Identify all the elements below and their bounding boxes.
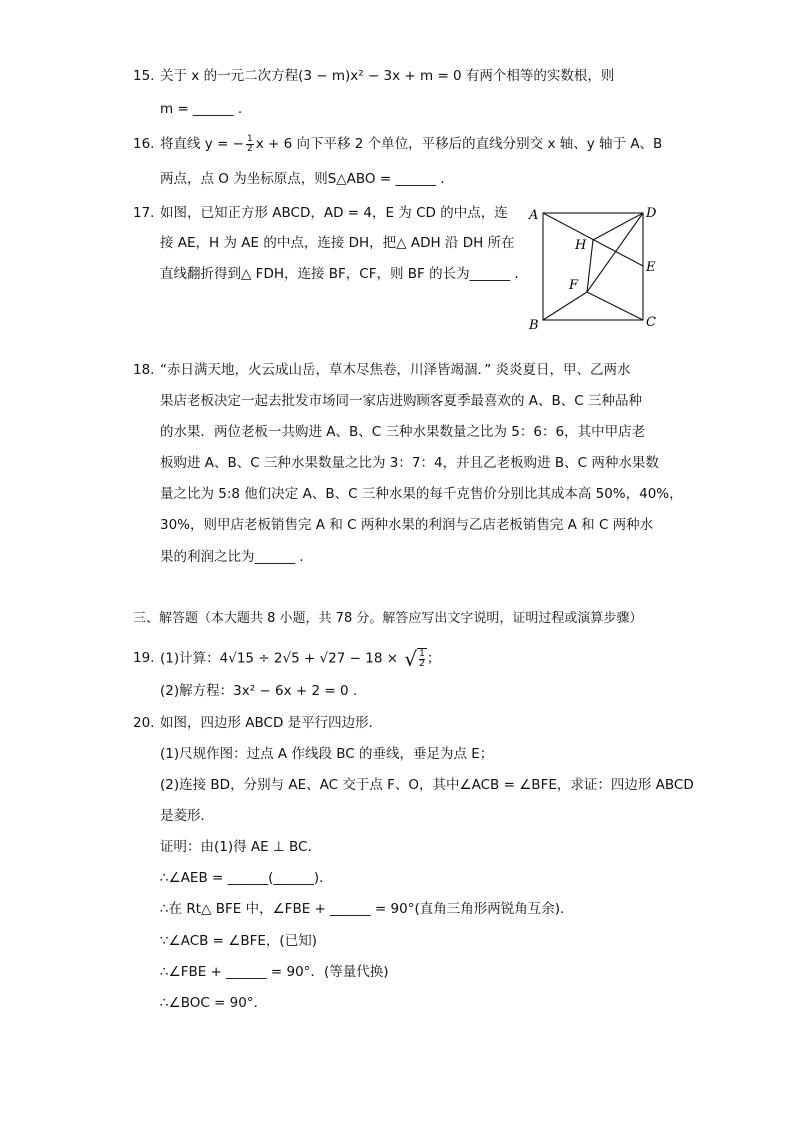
segment-bf (543, 292, 587, 320)
question-text: 果的利润之比为______ . (160, 549, 304, 565)
question-text: 两点，点 O 为坐标原点，则S△ABO = ______ . (160, 171, 445, 187)
text-segment: 将直线 y = − (160, 136, 244, 152)
question-number: 20. (133, 715, 155, 731)
fraction (417, 648, 427, 669)
question-text: 的水果．两位老板一共购进 A、B、C 三种水果数量之比为 5：6：6，其中甲店老 (160, 424, 646, 440)
question-text: 如图，已知正方形 ABCD，AD = 4，E 为 CD 的中点，连 (160, 205, 508, 221)
question-text: “赤日满天地，火云成山岳，草木尽焦卷，川泽皆竭涸．” 炎炎夏日，甲、乙两水 (160, 362, 631, 378)
question-text: 量之比为 5:8 他们决定 A、B、C 三种水果的每千克售价分别比其成本高 50%，40%， (160, 486, 683, 502)
question-text: 如图，四边形 ABCD 是平行四边形． (160, 715, 383, 731)
question-number: 18. (133, 362, 155, 378)
radical-sign: √ (404, 646, 418, 671)
proof-line: ∴∠AEB = ______(______)． (160, 870, 333, 886)
question-number: 19. (133, 650, 155, 666)
question-text: 关于 x 的一元二次方程(3 − m)x² − 3x + m = 0 有两个相等的实数根，则 (160, 68, 615, 84)
section-heading: 三、解答题（本大题共 8 小题，共 78 分。解答应写出文字说明，证明过程或演算步骤） (133, 611, 643, 626)
question-text: 果店老板决定一起去批发市场同一家店进购顾客夏季最喜欢的 A、B、C 三种品种 (160, 393, 643, 409)
proof-line: ∴在 Rt△ BFE 中，∠FBE + ______ = 90°(直角三角形两锐角互余)． (160, 901, 574, 917)
question-text: 接 AE，H 为 AE 的中点，连接 DH，把△ ADH 沿 DH 所在 (160, 235, 515, 251)
question-text: (2)解方程：3x² − 6x + 2 = 0 . (160, 683, 358, 699)
question-number: 16. (133, 136, 155, 152)
fraction-denominator: 2 (419, 659, 425, 669)
text-segment: (1)计算：4√15 ÷ 2√5 + √27 − 18 × (160, 650, 399, 667)
square-abcd (543, 213, 643, 320)
fraction-numerator: 1 (247, 133, 253, 144)
proof-line: ∵∠ACB = ∠BFE，(已知) (160, 933, 317, 949)
square-figure (526, 202, 676, 337)
segment-cf (587, 292, 643, 320)
label-d: D (646, 206, 657, 221)
question-text: (1)尺规作图：过点 A 作线段 BC 的垂线，垂足为点 E； (160, 746, 494, 762)
question-text: 30%，则甲店老板销售完 A 和 C 两种水果的利润与乙店老板销售完 A 和 C 两种水 (160, 517, 654, 533)
question-text: 直线翻折得到△ FDH，连接 BF，CF，则 BF 的长为______ . (160, 266, 519, 282)
question-text: 是菱形． (160, 808, 214, 824)
question-number: 15. (133, 68, 155, 84)
label-e: E (646, 260, 656, 275)
question-text: 板购进 A、B、C 三种水果数量之比为 3：7：4，并且乙老板购进 B、C 两种水果数 (160, 455, 659, 471)
fraction (246, 135, 254, 154)
question-text: m = ______ . (160, 101, 243, 117)
proof-line: 证明：由(1)得 AE ⊥ BC． (160, 839, 321, 855)
segment-dh (593, 213, 643, 240)
question-text (160, 648, 440, 669)
proof-line: ∴∠BOC = 90°． (160, 995, 268, 1011)
fraction-numerator: 1 (419, 649, 425, 659)
radical-fraction (404, 648, 426, 669)
text-segment: x + 6 向下平移 2 个单位，平移后的直线分别交 x 轴、y 轴于 A、B (255, 136, 663, 152)
label-c: C (646, 315, 656, 330)
question-number: 17. (133, 205, 155, 221)
proof-line: ∴∠FBE + ______ = 90°．(等量代换) (160, 964, 389, 980)
fraction-denominator: 2 (247, 143, 253, 154)
label-f: F (569, 278, 579, 293)
question-text (160, 134, 662, 154)
question-text: (2)连接 BD，分别与 AE、AC 交于点 F、O，其中∠ACB = ∠BFE，求证：四边形 ABCD (160, 777, 694, 793)
label-a: A (529, 208, 539, 223)
label-b: B (529, 318, 539, 333)
segment-df (587, 213, 643, 292)
label-h: H (575, 238, 587, 253)
text-segment: ； (426, 650, 441, 667)
